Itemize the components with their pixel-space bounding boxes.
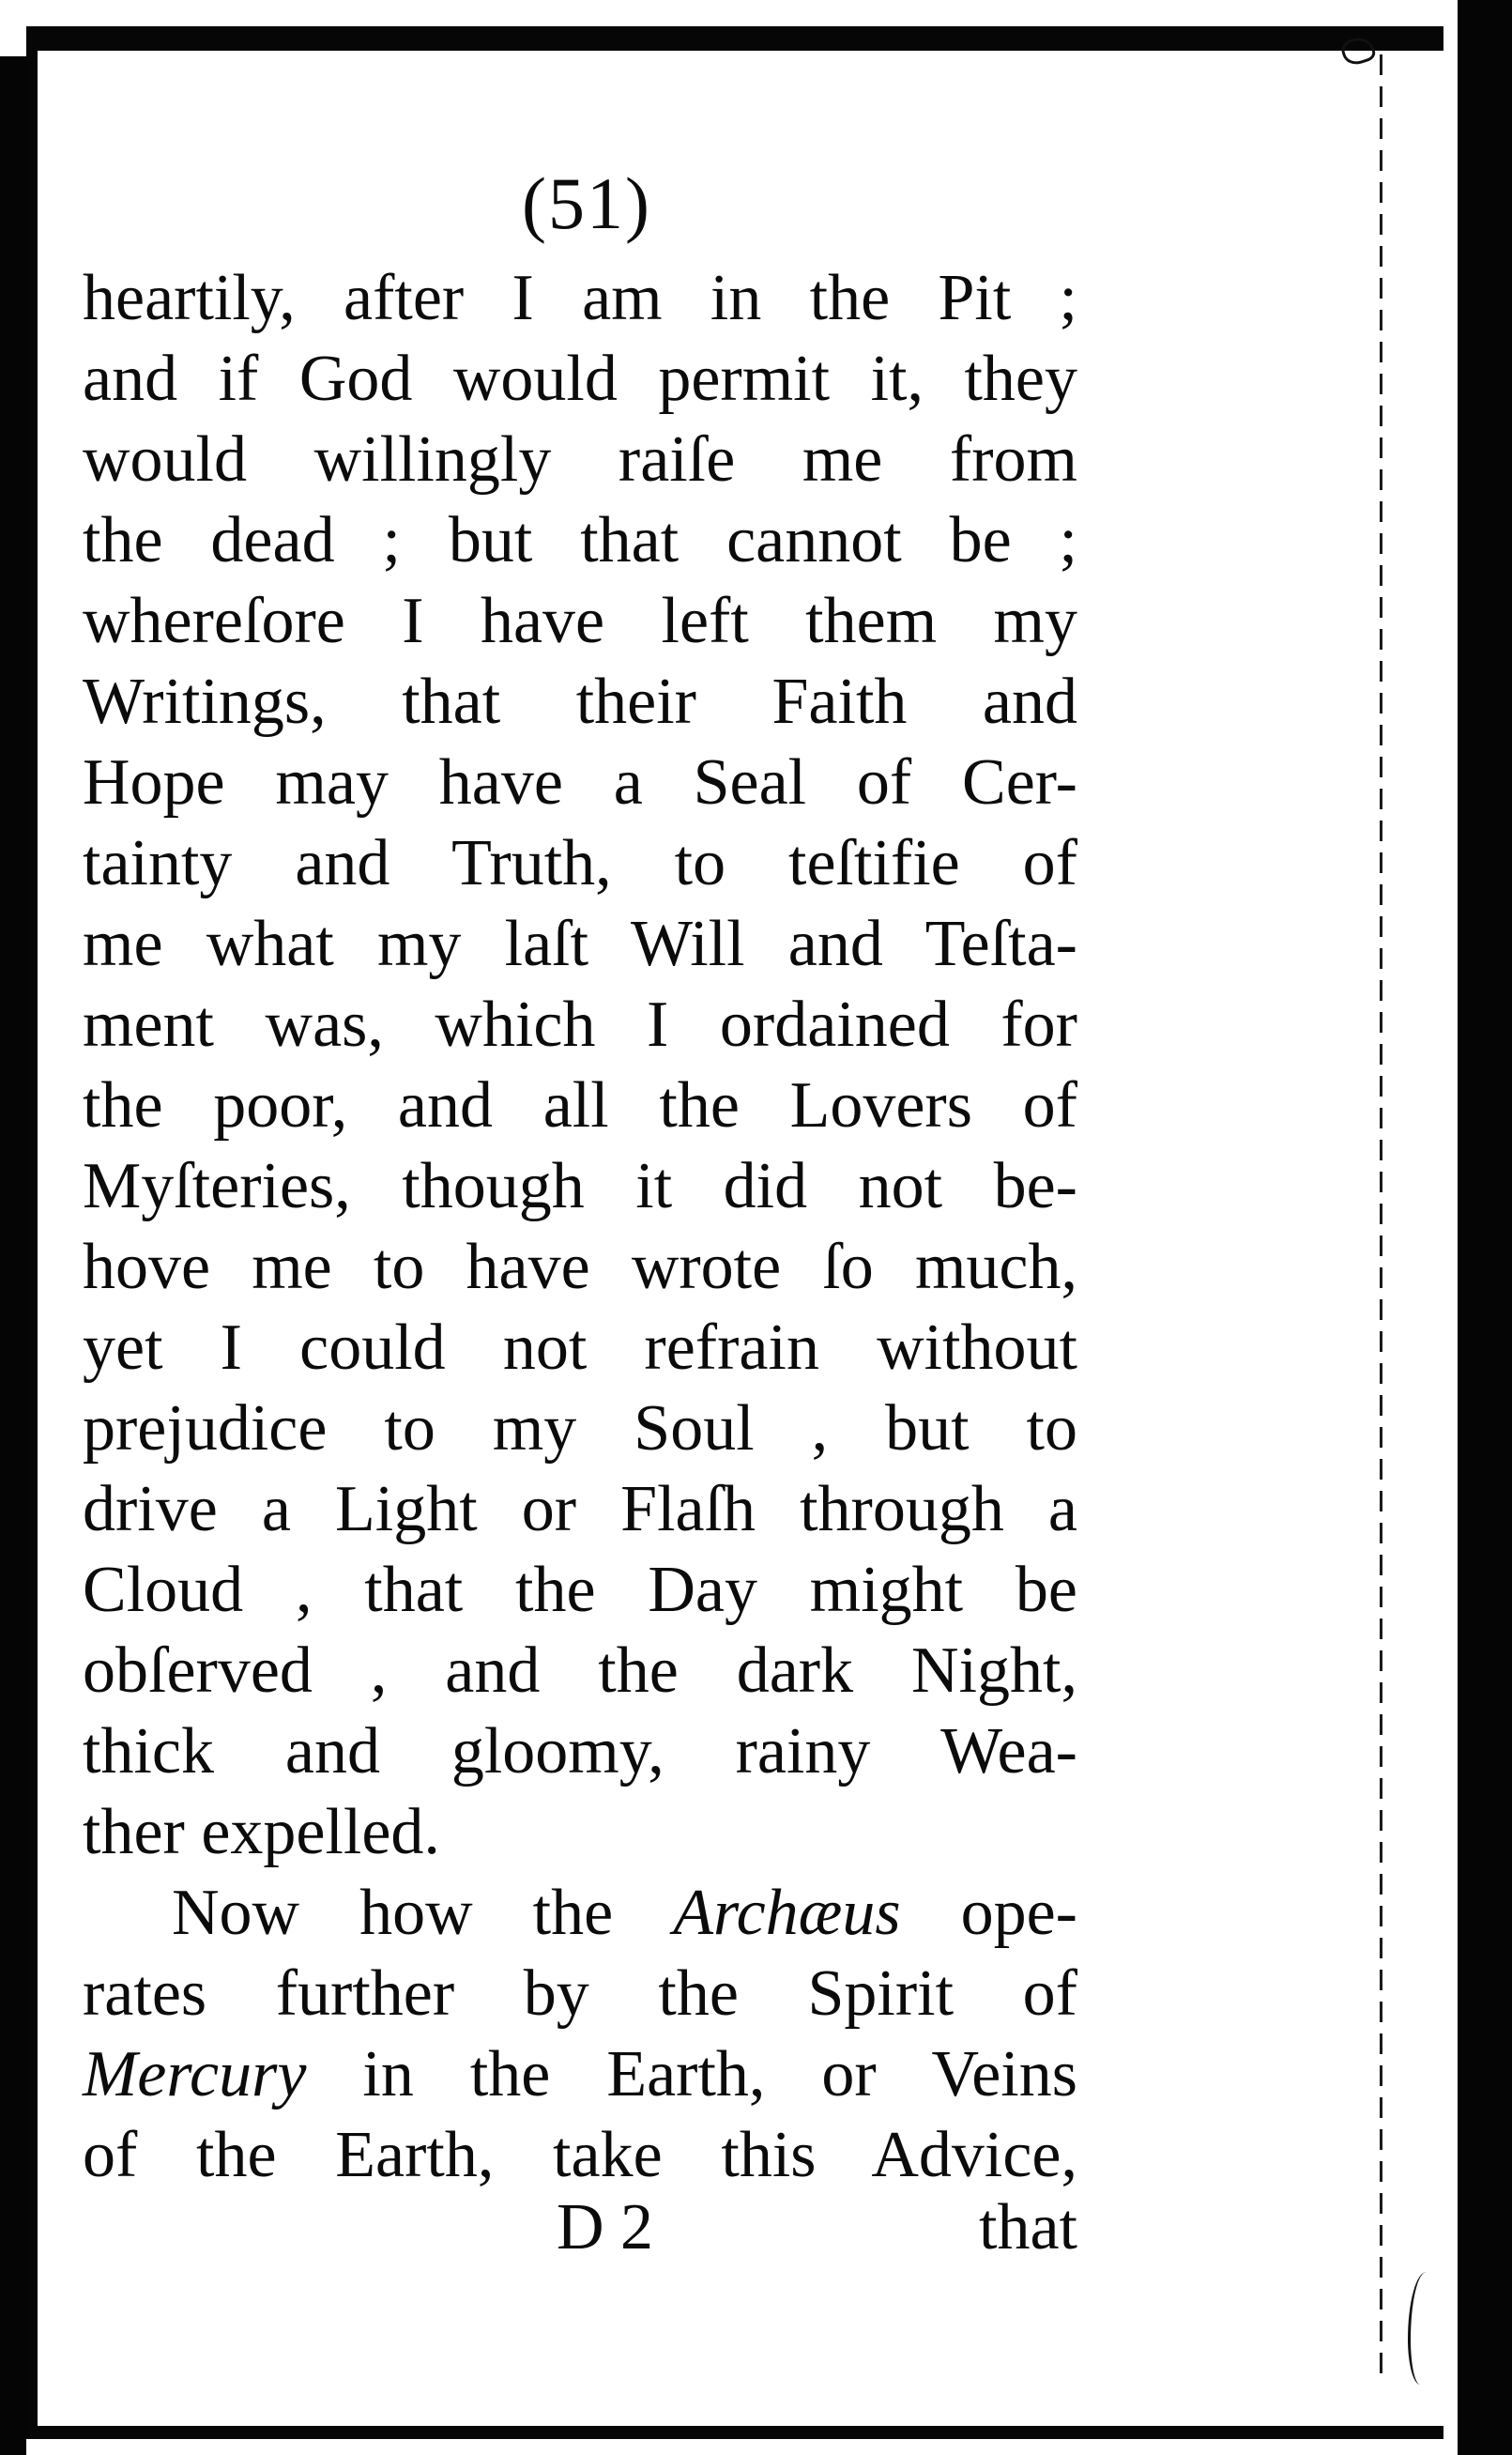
text-run: Now how the: [172, 1877, 674, 1949]
page-number: (51): [522, 162, 651, 244]
footer-line: [83, 2187, 1077, 2268]
text-line: Writings, that their Faith and: [83, 666, 1077, 738]
text-run: in the Earth, or Veins: [306, 2038, 1077, 2110]
text-line: ther expelled.: [83, 1796, 440, 1868]
text-line: thick and gloomy, rainy Wea-: [83, 1715, 1077, 1788]
text-line: prejudice to my Soul , but to: [83, 1392, 1077, 1465]
paragraph-2-line-3: [83, 2034, 1077, 2115]
text-line: Cloud , that the Day might be: [83, 1554, 1077, 1626]
text-line: the poor, and all the Lovers of: [83, 1069, 1077, 1142]
scan-right-shadow: [1458, 0, 1512, 2455]
scan-left-edge: [0, 56, 26, 2455]
text-line: Myſteries, though it did not be-: [83, 1150, 1077, 1222]
text-line: yet I could not refrain without: [83, 1312, 1077, 1384]
italic-term: Archæus: [673, 1877, 901, 1949]
text-line: and if God would permit it, they: [83, 343, 1077, 415]
body-text: [83, 258, 1077, 2196]
text-line: would willingly raiſe me from: [83, 423, 1077, 496]
text-line: the dead ; but that cannot be ;: [83, 504, 1077, 576]
text-run: ope-: [900, 1877, 1077, 1949]
text-line: heartily, after I am in the Pit ;: [83, 262, 1077, 334]
text-line: drive a Light or Flaſh through a: [83, 1473, 1077, 1545]
text-line: hove me to have wrote ſo much,: [83, 1231, 1077, 1303]
text-line: tainty and Truth, to teſtifie of: [83, 827, 1077, 899]
italic-term: Mercury: [83, 2038, 307, 2110]
page-right-edge: [1380, 54, 1382, 2383]
text-line: ment was, which I ordained for: [83, 989, 1077, 1061]
paragraph-2-line-1: [83, 1873, 1077, 1954]
signature-mark: D 2: [557, 2191, 654, 2263]
text-line: whereſore I have left them my: [83, 585, 1077, 657]
text-line: me what my laſt Will and Teſta-: [83, 908, 1077, 980]
paragraph-2-line-2: rates further by the Spirit of: [83, 1957, 1077, 2030]
paragraph-2-line-4: of the Earth, take this Advice,: [83, 2119, 1077, 2191]
catchword: that: [979, 2191, 1077, 2263]
text-line: Hope may have a Seal of Cer-: [83, 746, 1077, 819]
text-line: obſerved , and the dark Night,: [83, 1634, 1077, 1707]
